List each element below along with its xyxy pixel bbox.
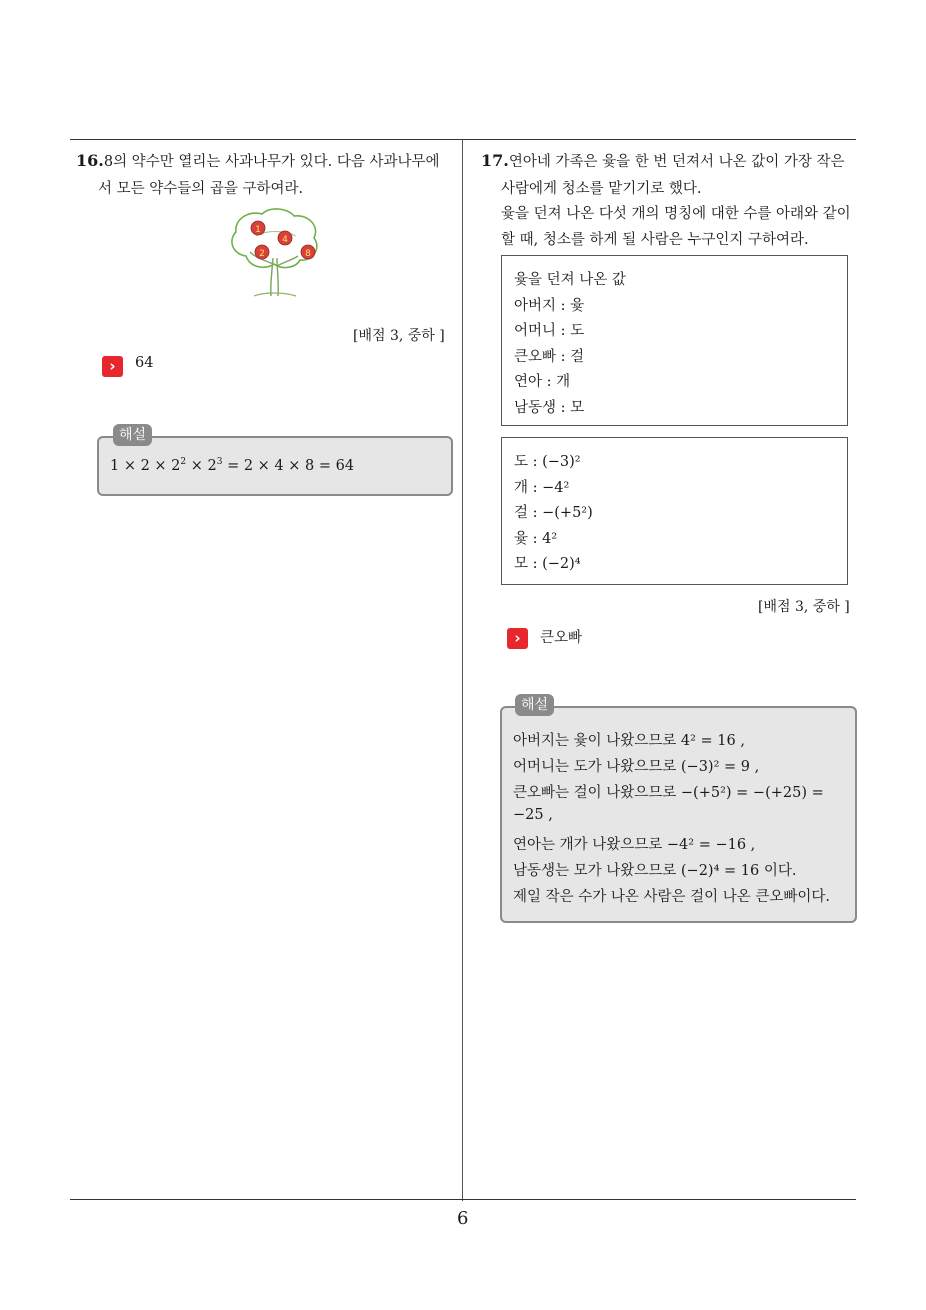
q17-explanation-line: −25 , bbox=[513, 807, 553, 823]
q16-text-line1: 8의 약수만 열리는 사과나무가 있다. 다음 사과나무에 bbox=[103, 154, 440, 170]
q17-text-line1: 연아네 가족은 윷을 한 번 던져서 나온 값이 가장 작은 bbox=[508, 154, 845, 170]
q17-text-line3: 윷을 던져 나온 다섯 개의 명칭에 대한 수를 아래와 같이 bbox=[501, 206, 851, 222]
q16-score: [배점 3, 중하 ] bbox=[353, 328, 445, 344]
q17-text-line2: 사람에게 청소를 맡기기로 했다. bbox=[501, 181, 702, 197]
top-rule bbox=[70, 139, 856, 140]
q16-answer: 64 bbox=[135, 355, 154, 371]
q17-answer: 큰오빠 bbox=[540, 630, 583, 646]
q17-line1 bbox=[481, 150, 844, 171]
apple-1 bbox=[251, 221, 265, 235]
q17-box1-row: 어머니 : 도 bbox=[514, 323, 585, 339]
q17-text-line4: 할 때, 청소를 하게 될 사람은 누구인지 구하여라. bbox=[501, 232, 809, 248]
q16-explanation-text: $1 \times 2 \times 2^2 \times 2^3 = 2 \times 4 \times 8 = 64$ bbox=[110, 457, 355, 474]
q17-box2-row: 도 : (−3)² bbox=[514, 454, 581, 470]
q17-box1-row: 연아 : 개 bbox=[514, 374, 571, 390]
column-divider bbox=[462, 139, 463, 1201]
q17-box2-row: 모 : (−2)⁴ bbox=[514, 556, 581, 572]
q17-explanation-tag: 해설 bbox=[515, 694, 554, 716]
q17-explanation-line: 큰오빠는 걸이 나왔으므로 −(+5²) = −(+25) = bbox=[513, 785, 824, 801]
q17-explanation-line: 제일 작은 수가 나온 사람은 걸이 나온 큰오빠이다. bbox=[513, 889, 831, 905]
apple-label-2: 2 bbox=[259, 249, 265, 259]
q16-text-line2: 서 모든 약수들의 곱을 구하여라. bbox=[98, 181, 304, 197]
q17-score: [배점 3, 중하 ] bbox=[758, 599, 850, 615]
q17-box1-row: 윷을 던져 나온 값 bbox=[514, 272, 626, 288]
page-number: 6 bbox=[457, 1208, 469, 1229]
q17-explanation-line: 아버지는 윷이 나왔으므로 4² = 16 , bbox=[513, 733, 745, 749]
q17-explanation-line: 연아는 개가 나왔으므로 −4² = −16 , bbox=[513, 837, 756, 853]
answer-arrow-icon: › bbox=[102, 356, 123, 377]
q17-box2-row: 개 : −4² bbox=[514, 480, 570, 496]
apple-8 bbox=[301, 245, 315, 259]
q17-box2-row: 윷 : 4² bbox=[514, 531, 558, 547]
q16-line1 bbox=[76, 150, 439, 171]
q17-box1-row: 남동생 : 모 bbox=[514, 400, 585, 416]
q17-explanation-line: 어머니는 도가 나왔으므로 (−3)² = 9 , bbox=[513, 759, 760, 775]
q17-box1-row: 큰오빠 : 걸 bbox=[514, 349, 585, 365]
q17-number: 17. bbox=[481, 151, 509, 170]
q17-box1 bbox=[501, 255, 848, 426]
q16-explanation-tag: 해설 bbox=[113, 424, 152, 446]
q17-box2-row: 걸 : −(+5²) bbox=[514, 505, 593, 521]
apple-2 bbox=[255, 245, 269, 259]
q17-explanation-line: 남동생는 모가 나왔으므로 (−2)⁴ = 16 이다. bbox=[513, 863, 797, 879]
q17-box1-row: 아버지 : 윷 bbox=[514, 298, 585, 314]
answer-arrow-icon: › bbox=[507, 628, 528, 649]
q17-box2 bbox=[501, 437, 848, 585]
q16-number: 16. bbox=[76, 151, 104, 170]
apple-label-1: 1 bbox=[255, 225, 261, 235]
apple-label-8: 8 bbox=[305, 249, 311, 259]
apple-label-4: 4 bbox=[282, 235, 288, 245]
apple-4 bbox=[278, 231, 292, 245]
apple-tree-image bbox=[226, 206, 322, 300]
bottom-rule bbox=[70, 1199, 856, 1200]
